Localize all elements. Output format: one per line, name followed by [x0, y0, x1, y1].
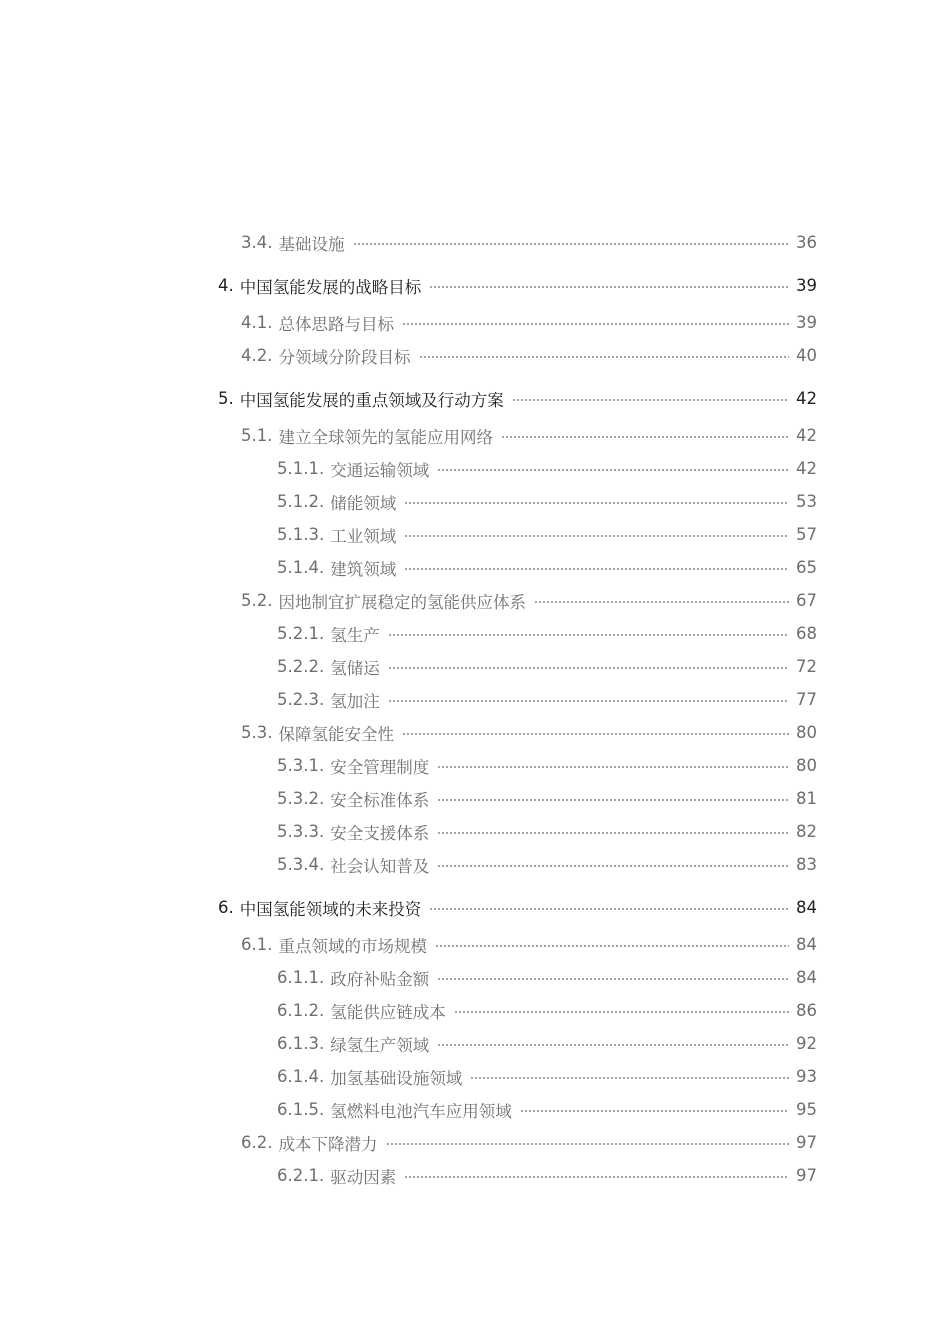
toc-entry[interactable] [0, 1093, 817, 1126]
dot-leader [429, 908, 789, 910]
toc-entry-page-number: 77 [796, 690, 817, 709]
dot-leader [520, 1110, 789, 1112]
dot-leader [388, 700, 789, 702]
dot-leader [437, 766, 789, 768]
toc-entry-number: 5.3.2. [277, 789, 325, 808]
toc-entry-number: 5.2.2. [277, 657, 325, 676]
toc-entry-page-number: 72 [796, 657, 817, 676]
dot-leader [437, 799, 789, 801]
toc-entry-title: 氢燃料电池汽车应用领域 [330, 1101, 512, 1121]
toc-entry-title: 重点领域的市场规模 [278, 936, 427, 956]
toc-entry-number: 5.2.1. [277, 624, 325, 643]
toc-entry-page-number: 65 [796, 558, 817, 577]
dot-leader [534, 601, 789, 603]
toc-entry[interactable] [0, 848, 817, 881]
toc-entry[interactable] [0, 683, 817, 716]
toc-entry-page-number: 86 [796, 1001, 817, 1020]
toc-entry[interactable] [0, 382, 817, 415]
toc-entry[interactable] [0, 518, 817, 551]
toc-entry-page-number: 97 [796, 1133, 817, 1152]
toc-entry-title: 安全标准体系 [330, 790, 430, 810]
toc-entry[interactable] [0, 551, 817, 584]
toc-entry[interactable] [0, 994, 817, 1027]
toc-entry-number: 4.1. [241, 313, 273, 332]
toc-entry[interactable] [0, 1159, 817, 1192]
toc-entry-number: 6.1.4. [277, 1067, 325, 1086]
toc-entry-page-number: 81 [796, 789, 817, 808]
dot-leader [501, 436, 789, 438]
toc-entry[interactable] [0, 306, 817, 339]
toc-entry-number: 5. [218, 389, 234, 408]
toc-entry-page-number: 42 [796, 459, 817, 478]
toc-entry-number: 6.1.5. [277, 1100, 325, 1119]
toc-entry-number: 5.3.3. [277, 822, 325, 841]
toc-entry-title: 安全管理制度 [330, 757, 430, 777]
toc-entry-page-number: 95 [796, 1100, 817, 1119]
toc-entry-page-number: 84 [796, 898, 817, 917]
dot-leader [402, 733, 789, 735]
toc-entry-number: 3.4. [241, 233, 273, 252]
dot-leader [435, 945, 789, 947]
toc-entry-title: 社会认知普及 [330, 856, 430, 876]
toc-entry-title: 中国氢能发展的战略目标 [239, 277, 422, 297]
dot-leader [353, 243, 790, 245]
toc-entry-number: 5.2.3. [277, 690, 325, 709]
toc-entry[interactable] [0, 419, 817, 452]
toc-entry[interactable] [0, 269, 817, 302]
toc-entry-number: 5.1.3. [277, 525, 325, 544]
toc-entry-number: 5.3.4. [277, 855, 325, 874]
toc-entry-title: 总体思路与目标 [278, 314, 394, 334]
toc-entry-page-number: 83 [796, 855, 817, 874]
dot-leader [454, 1011, 789, 1013]
toc-entry-page-number: 39 [796, 276, 817, 295]
toc-entry-page-number: 97 [796, 1166, 817, 1185]
toc-entry-number: 5.1. [241, 426, 273, 445]
dot-leader [404, 1176, 789, 1178]
toc-entry-page-number: 57 [796, 525, 817, 544]
toc-entry-title: 分领域分阶段目标 [278, 347, 411, 367]
toc-entry-title: 工业领域 [330, 526, 397, 546]
toc-entry-number: 5.3.1. [277, 756, 325, 775]
toc-entry[interactable] [0, 961, 817, 994]
toc-entry[interactable] [0, 339, 817, 372]
toc-entry-title: 基础设施 [278, 234, 345, 254]
toc-entry-title: 加氢基础设施领域 [330, 1068, 463, 1088]
toc-entry-title: 中国氢能领域的未来投资 [239, 899, 422, 919]
toc-entry[interactable] [0, 782, 817, 815]
toc-entry[interactable] [0, 650, 817, 683]
toc-entry-number: 6. [218, 898, 234, 917]
toc-entry-title: 绿氢生产领域 [330, 1035, 430, 1055]
toc-entry-page-number: 92 [796, 1034, 817, 1053]
toc-entry[interactable] [0, 749, 817, 782]
toc-entry-number: 4.2. [241, 346, 273, 365]
toc-entry-number: 5.2. [241, 591, 273, 610]
toc-entry-number: 6.1.3. [277, 1034, 325, 1053]
toc-entry[interactable] [0, 1027, 817, 1060]
dot-leader [429, 286, 789, 288]
toc-entry-page-number: 80 [796, 756, 817, 775]
dot-leader [437, 978, 789, 980]
toc-entry-title: 氢生产 [330, 625, 380, 645]
toc-entry-title: 建立全球领先的氢能应用网络 [278, 427, 493, 447]
dot-leader [512, 399, 789, 401]
toc-entry[interactable] [0, 584, 817, 617]
toc-entry-number: 5.1.1. [277, 459, 325, 478]
dot-leader [388, 667, 789, 669]
toc-entry-title: 成本下降潜力 [278, 1134, 378, 1154]
toc-entry-number: 6.1. [241, 935, 273, 954]
dot-leader [470, 1077, 789, 1079]
dot-leader [437, 832, 789, 834]
dot-leader [402, 323, 789, 325]
toc-entry-page-number: 39 [796, 313, 817, 332]
dot-leader [437, 469, 789, 471]
toc-entry-title: 建筑领域 [330, 559, 397, 579]
toc-entry-number: 5.1.4. [277, 558, 325, 577]
toc-entry-page-number: 68 [796, 624, 817, 643]
toc-entry-page-number: 42 [796, 426, 817, 445]
dot-leader [437, 1044, 789, 1046]
toc-entry[interactable] [0, 891, 817, 924]
toc-entry-page-number: 67 [796, 591, 817, 610]
toc-entry[interactable] [0, 452, 817, 485]
toc-entry[interactable] [0, 716, 817, 749]
toc-entry[interactable] [0, 617, 817, 650]
toc-entry-page-number: 82 [796, 822, 817, 841]
dot-leader [404, 502, 789, 504]
toc-entry-title: 中国氢能发展的重点领域及行动方案 [239, 390, 504, 410]
toc-entry-title: 安全支援体系 [330, 823, 430, 843]
toc-entry-page-number: 42 [796, 389, 817, 408]
toc-entry-title: 氢加注 [330, 691, 380, 711]
toc-entry[interactable] [0, 1126, 817, 1159]
dot-leader [404, 568, 789, 570]
toc-entry-title: 因地制宜扩展稳定的氢能供应体系 [278, 592, 526, 612]
toc-entry[interactable] [0, 1060, 817, 1093]
toc-entry-number: 5.1.2. [277, 492, 325, 511]
toc-entry-number: 6.2. [241, 1133, 273, 1152]
dot-leader [404, 535, 789, 537]
toc-entry[interactable] [0, 928, 817, 961]
dot-leader [388, 634, 789, 636]
toc-entry-page-number: 84 [796, 968, 817, 987]
toc-entry-number: 4. [218, 276, 234, 295]
dot-leader [386, 1143, 790, 1145]
toc-entry-page-number: 80 [796, 723, 817, 742]
toc-entry-page-number: 84 [796, 935, 817, 954]
toc-entry-title: 保障氢能安全性 [278, 724, 394, 744]
dot-leader [419, 356, 790, 358]
toc-entry-title: 储能领域 [330, 493, 397, 513]
toc-entry-number: 6.1.1. [277, 968, 325, 987]
toc-entry-number: 5.3. [241, 723, 273, 742]
toc-entry-title: 氢储运 [330, 658, 380, 678]
toc-entry-page-number: 36 [796, 233, 817, 252]
table-of-contents [0, 226, 950, 1192]
toc-entry[interactable] [0, 226, 817, 259]
toc-entry-page-number: 40 [796, 346, 817, 365]
toc-entry-title: 驱动因素 [330, 1167, 397, 1187]
toc-entry-number: 6.1.2. [277, 1001, 325, 1020]
toc-entry[interactable] [0, 815, 817, 848]
dot-leader [437, 865, 789, 867]
toc-entry-page-number: 93 [796, 1067, 817, 1086]
toc-entry[interactable] [0, 485, 817, 518]
toc-entry-page-number: 53 [796, 492, 817, 511]
toc-entry-number: 6.2.1. [277, 1166, 325, 1185]
toc-entry-title: 政府补贴金额 [330, 969, 430, 989]
toc-entry-title: 交通运输领域 [330, 460, 430, 480]
toc-entry-title: 氢能供应链成本 [330, 1002, 446, 1022]
